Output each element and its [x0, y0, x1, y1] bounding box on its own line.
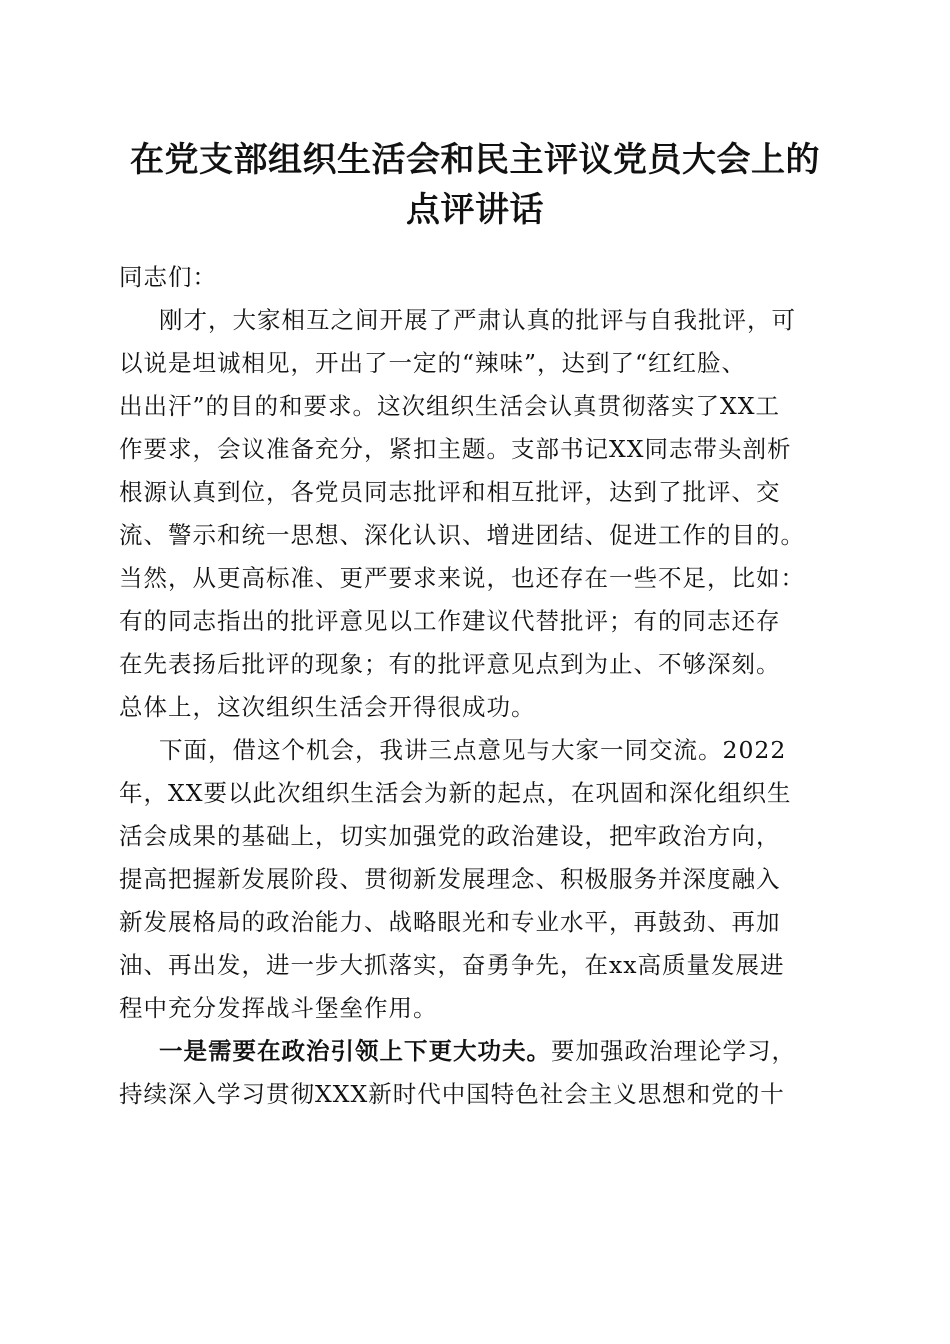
paragraph-line: 活会成果的基础上，切实加强党的政治建设，把牢政治方向，: [119, 822, 781, 850]
paragraph-line: 作要求，会议准备充分，紧扣主题。支部书记XX同志带头剖析: [119, 435, 792, 463]
paragraph-line: 刚才，大家相互之间开展了严肃认真的批评与自我批评，可: [159, 306, 796, 334]
paragraph-line: 持续深入学习贯彻XXX新时代中国特色社会主义思想和党的十: [119, 1080, 785, 1108]
title-line-1: 在党支部组织生活会和民主评议党员大会上的: [130, 140, 820, 180]
paragraph-line: 新发展格局的政治能力、战略眼光和专业水平，再鼓劲、再加: [119, 908, 781, 936]
paragraph-line: 以说是坦诚相见，开出了一定的“辣味”，达到了“红红脸、: [119, 349, 747, 377]
paragraph-line: 在先表扬后批评的现象；有的批评意见点到为止、不够深刻。: [119, 650, 781, 678]
paragraph-3: [119, 1030, 839, 1116]
paragraph-line: 当然，从更高标准、更严要求来说，也还存在一些不足，比如：: [119, 564, 805, 592]
paragraph-line: [119, 1030, 839, 1073]
salutation: 同志们：: [119, 263, 217, 291]
document-title: [100, 135, 850, 235]
paragraph-line: 总体上，这次组织生活会开得很成功。: [119, 693, 536, 721]
paragraph-line: 根源认真到位，各党员同志批评和相互批评，达到了批评、交: [119, 478, 781, 506]
paragraph-line: 提高把握新发展阶段、贯彻新发展理念、积极服务并深度融入: [119, 865, 781, 893]
paragraph-line: 下面，借这个机会，我讲三点意见与大家一同交流。2022: [159, 736, 787, 764]
paragraph-2: [119, 729, 839, 1030]
paragraph-text: 要加强政治理论学习，: [551, 1037, 796, 1065]
paragraph-line: 流、警示和统一思想、深化认识、增进团结、促进工作的目的。: [119, 521, 805, 549]
bold-lead-text: 一是需要在政治引领上下更大功夫。: [159, 1037, 551, 1065]
document-body: [119, 256, 839, 1116]
paragraph-line: 有的同志指出的批评意见以工作建议代替批评；有的同志还存: [119, 607, 781, 635]
title-line-2: 点评讲话: [406, 190, 544, 230]
paragraph-1: [119, 299, 839, 729]
paragraph-line: 出出汗”的目的和要求。这次组织生活会认真贯彻落实了XX工: [119, 392, 780, 420]
paragraph-line: 程中充分发挥战斗堡垒作用。: [119, 994, 438, 1022]
paragraph-line: 年，XX要以此次组织生活会为新的起点，在巩固和深化组织生: [119, 779, 792, 807]
paragraph-line: 油、再出发，进一步大抓落实，奋勇争先，在xx高质量发展进: [119, 951, 785, 979]
